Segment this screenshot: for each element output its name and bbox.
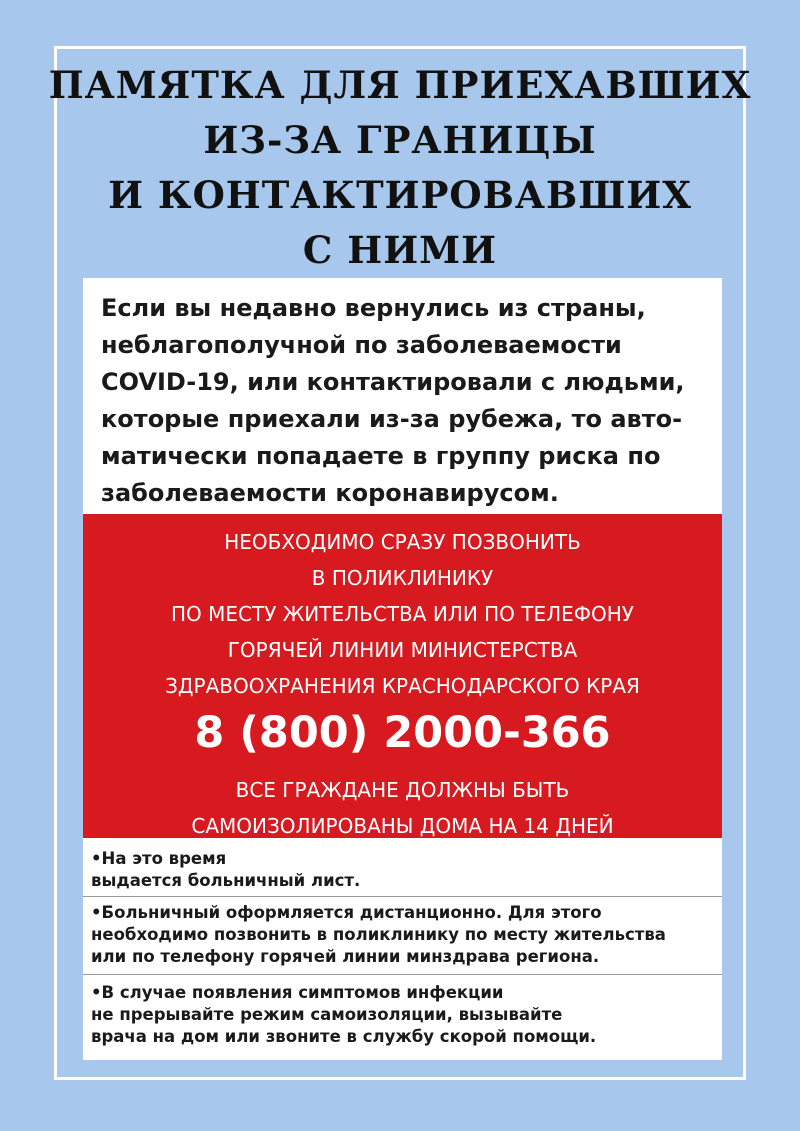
divider	[83, 896, 722, 897]
divider	[83, 974, 722, 975]
hotline-phone-number: 8 (800) 2000-366	[194, 708, 611, 758]
alert-panel	[83, 514, 722, 838]
title-line: ПАМЯТКА ДЛЯ ПРИЕХАВШИХ	[48, 63, 752, 107]
intro-line: COVID-19, или контактировали с людьми,	[101, 368, 685, 396]
isolation-line: САМОИЗОЛИРОВАНЫ ДОМА НА 14 ДНЕЙ	[191, 814, 614, 838]
note-line: или по телефону горячей линии минздрава региона.	[91, 947, 600, 966]
note-line: врача на дом или звоните в службу скорой помощи.	[91, 1027, 597, 1046]
note-line: выдается больничный лист.	[91, 871, 361, 890]
intro-line: заболеваемости коронавирусом.	[101, 479, 559, 507]
note-item	[83, 848, 722, 892]
note-item	[83, 982, 722, 1048]
intro-line: которые приехали из-за рубежа, то авто-	[101, 405, 683, 433]
title-line: С НИМИ	[302, 228, 498, 272]
intro-panel	[83, 278, 722, 514]
title-line: И КОНТАКТИРОВАВШИХ	[108, 173, 692, 217]
title-line: ИЗ-ЗА ГРАНИЦЫ	[203, 118, 597, 162]
note-item	[83, 902, 722, 968]
isolation-line: ВСЕ ГРАЖДАНЕ ДОЛЖНЫ БЫТЬ	[235, 778, 570, 802]
alert-line: ГОРЯЧЕЙ ЛИНИИ МИНИСТЕРСТВА	[227, 638, 578, 662]
note-line: не прерывайте режим самоизоляции, вызывайте	[91, 1005, 563, 1024]
alert-line: ЗДРАВООХРАНЕНИЯ КРАСНОДАРСКОГО КРАЯ	[165, 674, 640, 698]
note-line: •Больничный оформляется дистанционно. Для этого	[91, 903, 602, 922]
intro-text	[101, 290, 711, 512]
intro-line: Если вы недавно вернулись из страны,	[101, 294, 646, 322]
note-line: •В случае появления симптомов инфекции	[91, 983, 504, 1002]
intro-line: неблагополучной по заболеваемости	[101, 331, 622, 359]
alert-line: ПО МЕСТУ ЖИТЕЛЬСТВА ИЛИ ПО ТЕЛЕФОНУ	[171, 602, 634, 626]
alert-line: НЕОБХОДИМО СРАЗУ ПОЗВОНИТЬ	[224, 530, 581, 554]
alert-line: В ПОЛИКЛИНИКУ	[311, 566, 494, 590]
note-line: •На это время	[91, 849, 227, 868]
page-title	[40, 58, 760, 278]
note-line: необходимо позвонить в поликлинику по месту жительства	[91, 925, 666, 944]
notes-panel	[83, 838, 722, 1060]
intro-line: матически попадаете в группу риска по	[101, 442, 661, 470]
